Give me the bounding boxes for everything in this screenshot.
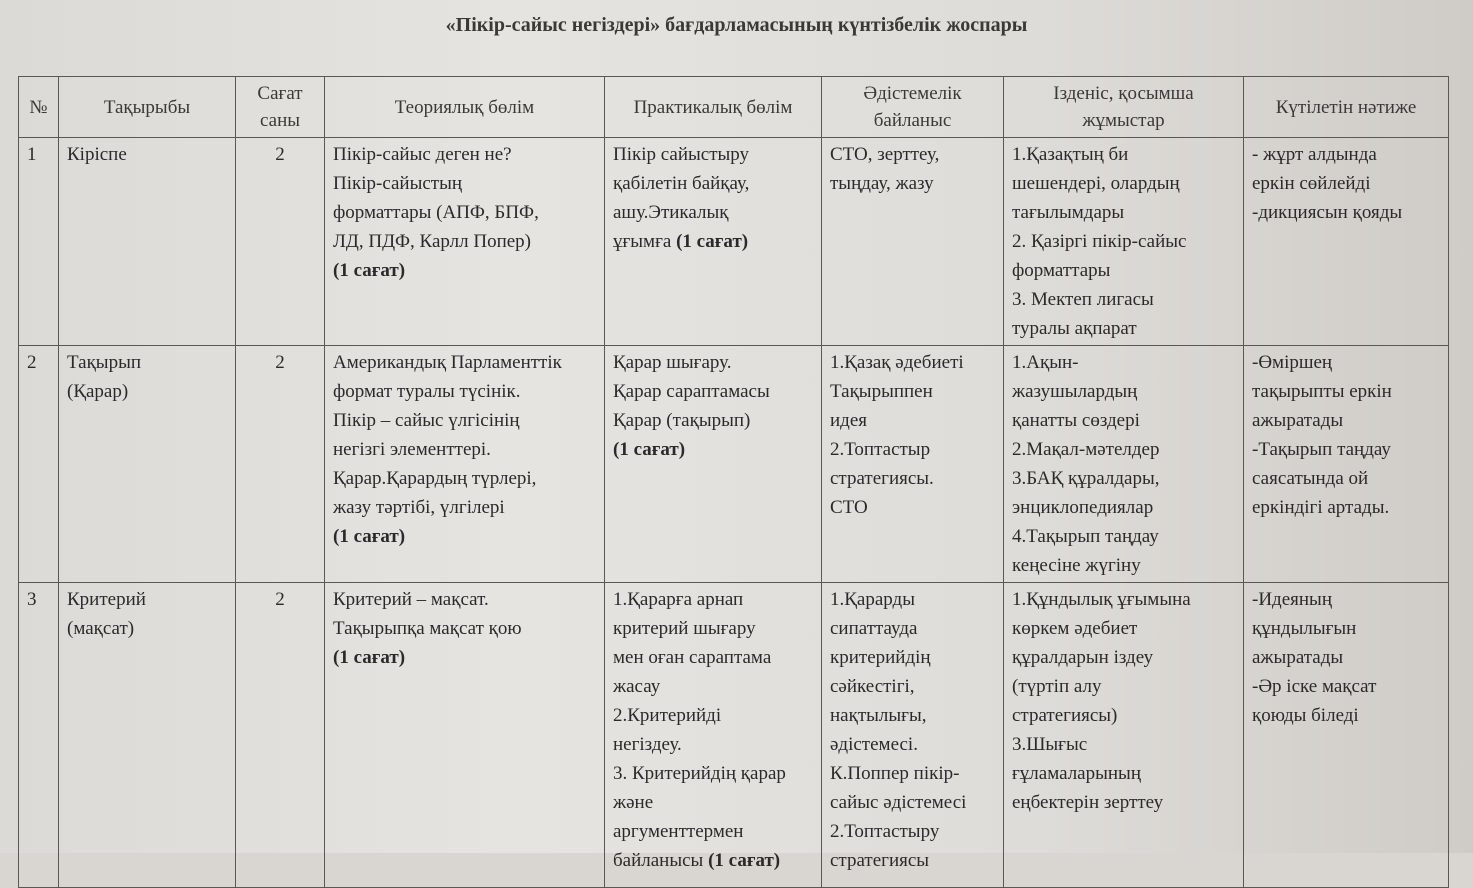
practice-line: негіздеу. [613,734,682,755]
theory-line: Қарар.Қарардың түрлері, [333,468,537,489]
research-line: стратегиясы) [1012,705,1118,726]
result-line: ажыратады [1252,647,1344,668]
calendar-plan-table [18,76,1449,888]
header-result: Күтілетін нәтиже [1244,77,1449,138]
cell-num: 3 [19,583,59,888]
research-line: 3.БАҚ құралдары, [1012,468,1160,489]
cell-method [822,138,1004,346]
topic-line: Критерий [67,589,146,610]
cell-hours: 2 [236,346,325,583]
theory-line: негізгі элементтері. [333,439,491,460]
result-line: ажыратады [1252,410,1344,431]
practice-line: байланысы [613,850,704,871]
topic-line: Тақырып [67,352,141,373]
cell-result [1244,346,1449,583]
cell-practice [605,583,822,888]
cell-theory [325,583,605,888]
research-line: ғұламаларының [1012,763,1141,784]
practice-hours-note: (1 сағат) [676,231,749,252]
research-line: қанатты сөздері [1012,410,1140,431]
research-line: 1.Қазақтың би [1012,144,1129,165]
cell-practice [605,138,822,346]
theory-line: жазу тәртібі, үлгілері [333,497,505,518]
cell-research [1004,138,1244,346]
page-title: «Пікір-сайыс негіздері» бағдарламасының күнтізбелік жоспары [445,14,1028,36]
table-row [19,583,1449,888]
practice-line: мен оған сараптама [613,647,772,668]
cell-hours: 2 [236,138,325,346]
theory-line: Тақырыпқа мақсат қою [333,618,522,639]
cell-practice [605,346,822,583]
research-line: туралы ақпарат [1012,318,1137,339]
research-line: форматтары [1012,260,1111,281]
table-row [19,138,1449,346]
header-topic: Тақырыбы [59,77,236,138]
method-line: сәйкестігі, [830,676,915,697]
result-line: -Өміршең [1252,352,1333,373]
method-line: сайыс әдістемесі [830,792,967,813]
practice-line: аргументтермен [613,821,744,842]
header-practice: Практикалық бөлім [605,77,822,138]
cell-method [822,583,1004,888]
method-line: критерийдің [830,647,931,668]
research-line: тағылымдары [1012,202,1125,223]
practice-line: 1.Қарарға арнап [613,589,744,610]
header-hours: Сағат саны [236,77,325,138]
research-line: көркем әдебиет [1012,618,1138,639]
practice-line: Қарар сараптамасы [613,381,770,402]
practice-line: Пікір сайыстыру [613,144,750,165]
practice-line: Қарар шығару. [613,352,732,373]
topic-line: (мақсат) [67,618,135,639]
practice-line: критерий шығару [613,618,756,639]
theory-line: Пікір-сайыс деген не? [333,144,512,165]
cell-topic [59,583,236,888]
cell-result [1244,583,1449,888]
research-line: кеңесіне жүгіну [1012,555,1141,576]
practice-line: ұғымға [613,231,672,252]
theory-line: Пікір-сайыстың [333,173,463,194]
practice-line: жасау [613,676,661,697]
cell-method [822,346,1004,583]
research-line: 2.Мақал-мәтелдер [1012,439,1160,460]
result-line: -Әр іске мақсат [1252,676,1377,697]
method-line: нақтылығы, [830,705,927,726]
practice-line: қабілетін байқау, [613,173,750,194]
header-num: № [19,77,59,138]
method-line: тыңдау, жазу [830,173,934,194]
result-line: тақырыпты еркін [1252,381,1392,402]
result-line: -Тақырып таңдау [1252,439,1391,460]
cell-result [1244,138,1449,346]
research-line: 3.Шығыс [1012,734,1088,755]
cell-theory [325,138,605,346]
research-line: энциклопедиялар [1012,497,1154,518]
theory-line: Критерий – мақсат. [333,589,489,610]
theory-line: Пікір – сайыс үлгісінің [333,410,520,431]
result-line: - жұрт алдында [1252,144,1377,165]
research-line: құралдарын іздеу [1012,647,1154,668]
method-line: стратегиясы [830,850,930,871]
topic-line: (Қарар) [67,381,129,402]
method-line: К.Поппер пікір- [830,763,960,784]
cell-research [1004,346,1244,583]
cell-research [1004,583,1244,888]
practice-hours-note: (1 сағат) [613,439,686,460]
practice-line: Қарар (тақырып) [613,410,751,431]
research-line: 4.Тақырып таңдау [1012,526,1159,547]
topic-line: Кіріспе [67,144,127,165]
research-line: 1.Құндылық ұғымына [1012,589,1191,610]
table-row [19,346,1449,583]
cell-topic [59,138,236,346]
result-line: -дикциясын қояды [1252,202,1403,223]
practice-hours-note: (1 сағат) [708,850,781,871]
research-line: (түртіп алу [1012,676,1102,697]
result-line: қоюды біледі [1252,705,1359,726]
method-line: 1.Қазақ әдебиеті [830,352,964,373]
method-line: СТО, зерттеу, [830,144,940,165]
theory-line: форматтары (АПФ, БПФ, [333,202,539,223]
theory-line: Американдық Парламенттік [333,352,562,373]
research-line: 3. Мектеп лигасы [1012,289,1154,310]
method-line: әдістемесі. [830,734,918,755]
cell-topic [59,346,236,583]
research-line: еңбектерін зерттеу [1012,792,1164,813]
method-line: 1.Қарарды [830,589,915,610]
cell-num: 1 [19,138,59,346]
method-line: идея [830,410,868,431]
result-line: еркін сөйлейді [1252,173,1371,194]
result-line: -Идеяның [1252,589,1332,610]
research-line: шешендері, олардың [1012,173,1180,194]
theory-hours-note: (1 сағат) [333,260,406,281]
practice-line: 3. Критерийдің қарар [613,763,786,784]
research-line: жазушылардың [1012,381,1138,402]
method-line: СТО [830,497,868,518]
practice-line: 2.Критерийді [613,705,722,726]
cell-num: 2 [19,346,59,583]
method-line: Тақырыппен [830,381,933,402]
header-theory: Теориялық бөлім [325,77,605,138]
research-line: 2. Қазіргі пікір-сайыс [1012,231,1187,252]
method-line: стратегиясы. [830,468,934,489]
cell-theory [325,346,605,583]
table-header-row [19,77,1449,138]
header-research: Ізденіс, қосымша жұмыстар [1004,77,1244,138]
theory-hours-note: (1 сағат) [333,647,406,668]
theory-hours-note: (1 сағат) [333,526,406,547]
theory-line: ЛД, ПДФ, Карлл Попер) [333,231,532,252]
method-line: 2.Топтастыру [830,821,940,842]
practice-line: және [613,792,654,813]
header-method: Әдістемелік байланыс [822,77,1004,138]
research-line: 1.Ақын- [1012,352,1079,373]
result-line: саясатында ой [1252,468,1369,489]
method-line: 2.Топтастыр [830,439,931,460]
result-line: құндылығын [1252,618,1357,639]
cell-hours: 2 [236,583,325,888]
practice-line: ашу.Этикалық [613,202,729,223]
result-line: еркіндігі артады. [1252,497,1390,518]
theory-line: формат туралы түсінік. [333,381,521,402]
method-line: сипаттауда [830,618,918,639]
